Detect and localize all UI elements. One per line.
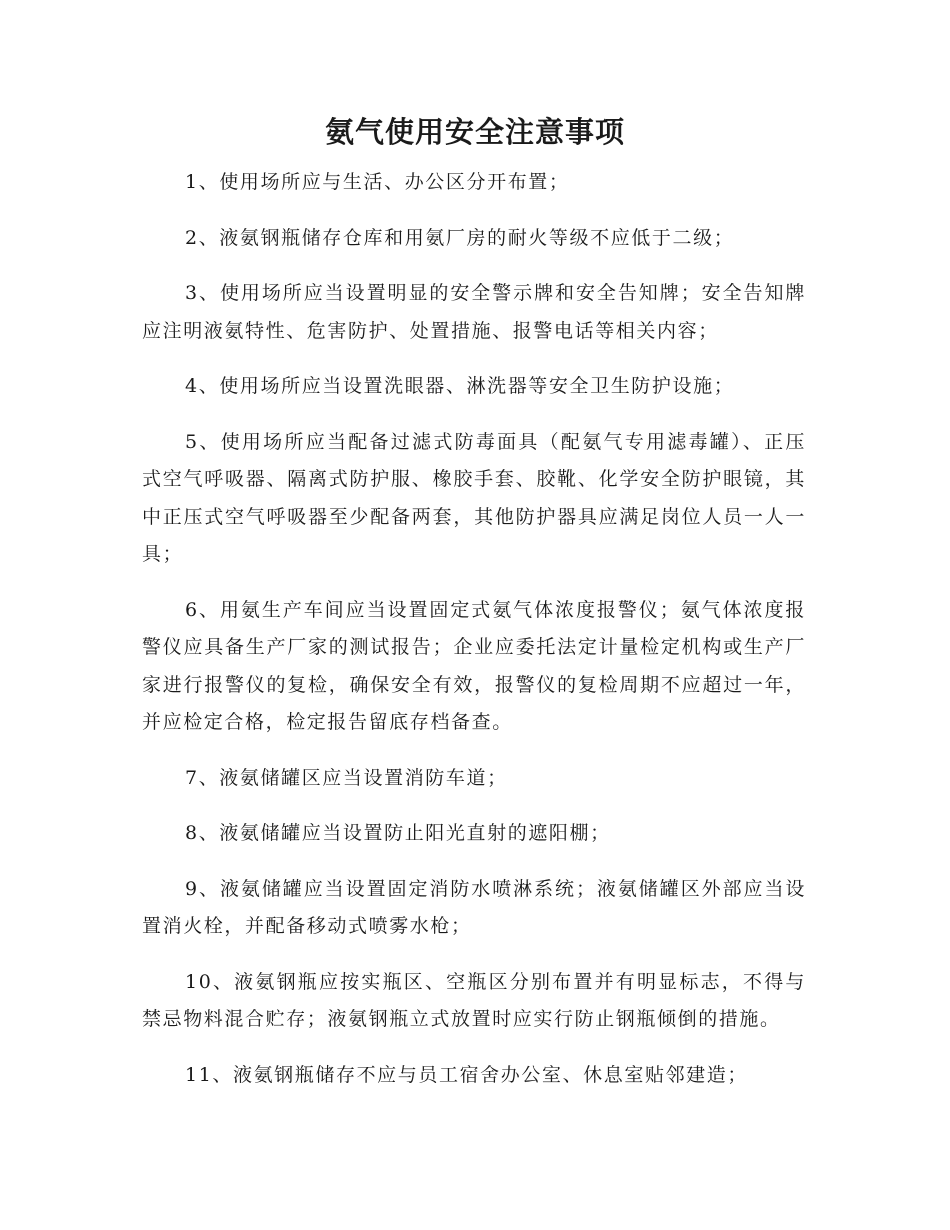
paragraph-3: 3、使用场所应当设置明显的安全警示牌和安全告知牌；安全告知牌应注明液氨特性、危害防护、处置措施、报警电话等相关内容； [142, 282, 806, 342]
paragraph-5: 5、使用场所应当配备过滤式防毒面具（配氨气专用滤毒罐）、正压式空气呼吸器、隔离式防护服、橡胶手套、胶靴、化学安全防护眼镜，其中正压式空气呼吸器至少配备两套，其他防护器具应满足岗位人员一人一具； [142, 430, 806, 565]
document-body [142, 164, 806, 1112]
paragraph-8: 8、液氨储罐应当设置防止阳光直射的遮阳棚； [185, 822, 611, 844]
paragraph-11: 11、液氨钢瓶储存不应与员工宿舍办公室、休息室贴邻建造； [185, 1063, 748, 1086]
paragraph-2: 2、液氨钢瓶储存仓库和用氨厂房的耐火等级不应低于二级； [185, 226, 735, 249]
paragraph-10: 10、液氨钢瓶应按实瓶区、空瓶区分别布置并有明显标志，不得与禁忌物料混合贮存；液氨钢瓶立式放置时应实行防止钢瓶倾倒的措施。 [142, 970, 806, 1030]
paragraph-7: 7、液氨储罐区应当设置消防车道； [185, 766, 508, 789]
paragraph-6: 6、用氨生产车间应当设置固定式氨气体浓度报警仪；氨气体浓度报警仪应具备生产厂家的测试报告；企业应委托法定计量检定机构或生产厂家进行报警仪的复检，确保安全有效，报警仪的复检周期不应超过一年，并应检定合格，检定报告留底存档备查。 [142, 598, 806, 733]
paragraph-1: 1、使用场所应与生活、办公区分开布置； [185, 171, 570, 193]
paragraph-4: 4、使用场所应当设置洗眼器、淋洗器等安全卫生防护设施； [185, 375, 735, 397]
page-title: 氨气使用安全注意事项 [324, 115, 625, 149]
paragraph-9: 9、液氨储罐应当设置固定消防水喷淋系统；液氨储罐区外部应当设置消火栓，并配备移动式喷雾水枪； [142, 877, 806, 937]
